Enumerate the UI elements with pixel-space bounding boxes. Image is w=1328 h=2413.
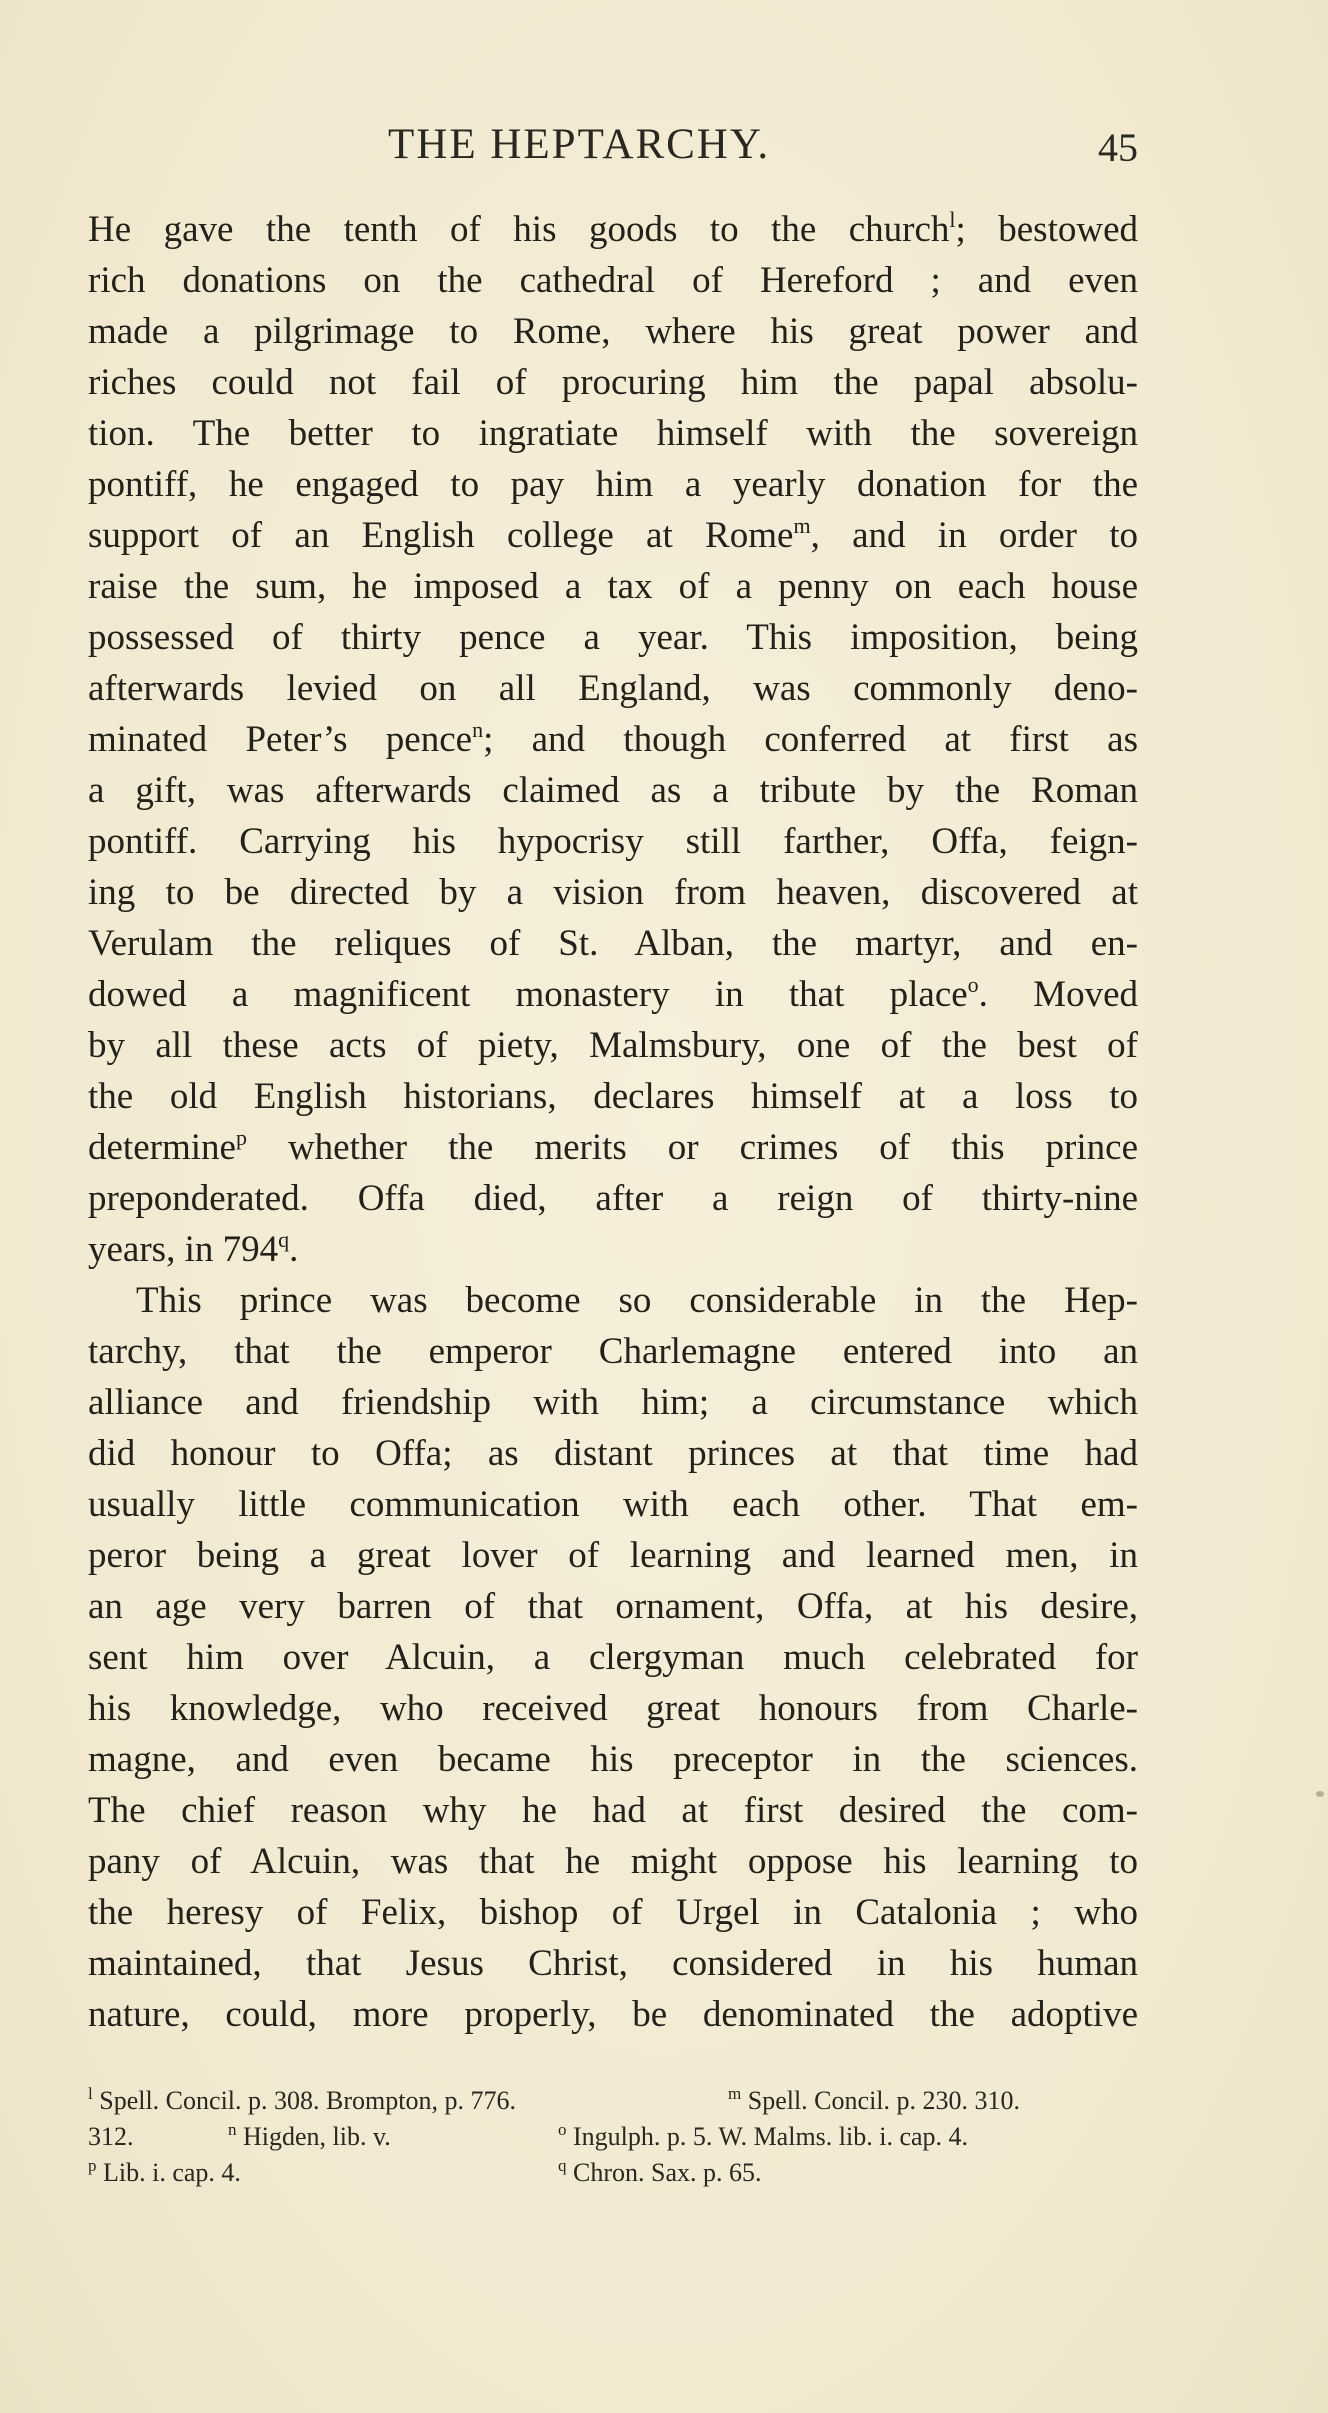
text-line: sent him over Alcuin, a clergyman much celebrated for (88, 1637, 1138, 1678)
footnote-n: $^n$ Higden, lib. v. (228, 2120, 391, 2151)
page-header (88, 120, 1138, 180)
text-line: tion. The better to ingratiate himself with the sovereign (88, 413, 1138, 454)
footnote-o: $^o$ Ingulph. p. 5. W. Malms. lib. i. cap. 4. (558, 2120, 969, 2151)
text-line: tarchy, that the emperor Charlemagne entered into an (88, 1331, 1138, 1372)
text-line: preponderated. Offa died, after a reign of thirty-nine (88, 1178, 1138, 1219)
text-line: riches could not fail of procuring him the papal absolu- (88, 362, 1138, 403)
text-line: raise the sum, he imposed a tax of a penny on each house (88, 566, 1138, 607)
text-line: the old English historians, declares himself at a loss to (88, 1076, 1138, 1117)
text-line: a gift, was afterwards claimed as a tribute by the Roman (88, 770, 1138, 811)
footnote-m: $^m$ Spell. Concil. p. 230. 310. (728, 2084, 1021, 2115)
text-line: nature, could, more properly, be denominated the adoptive (88, 1994, 1138, 2035)
text-line: magne, and even became his preceptor in the sciences. (88, 1739, 1138, 1780)
text-line: support of an English college at Rome$^m$, and in order to (88, 513, 1139, 556)
text-line: ing to be directed by a vision from heaven, discovered at (88, 872, 1138, 913)
page-number: 45 (1098, 125, 1138, 170)
text-line: Verulam the reliques of St. Alban, the martyr, and en- (88, 923, 1138, 964)
text-line: peror being a great lover of learning and learned men, in (88, 1535, 1138, 1576)
text-line: pontiff, he engaged to pay him a yearly donation for the (88, 464, 1138, 505)
text-line: determine$^p$ whether the merits or crimes of this prince (88, 1125, 1138, 1168)
text-line: rich donations on the cathedral of Hereford ; and even (88, 260, 1138, 301)
text-line: his knowledge, who received great honours from Charle- (88, 1688, 1138, 1729)
text-line: pontiff. Carrying his hypocrisy still farther, Offa, feign- (88, 821, 1138, 862)
footnote-line (88, 2083, 1138, 2119)
footnote-l: $^l$ Spell. Concil. p. 308. Brompton, p. 776. (88, 2084, 516, 2115)
text-line: possessed of thirty pence a year. This imposition, being (88, 617, 1138, 658)
footnote-p: $^p$ Lib. i. cap. 4. (88, 2156, 241, 2187)
paper-speck (1316, 1791, 1324, 1797)
text-line: an age very barren of that ornament, Offa, at his desire, (88, 1586, 1138, 1627)
text-line: made a pilgrimage to Rome, where his great power and (88, 311, 1138, 352)
text-line: by all these acts of piety, Malmsbury, one of the best of (88, 1025, 1138, 1066)
text-line: years, in 794$^q$. (88, 1227, 299, 1270)
footnote-m-continued: 312. (88, 2122, 134, 2151)
footnote-q: $^q$ Chron. Sax. p. 65. (558, 2156, 762, 2187)
body-text (88, 204, 1138, 2040)
footnote-line (88, 2119, 1138, 2155)
text-line: usually little communication with each other. That em- (88, 1484, 1138, 1525)
text-line: minated Peter’s pence$^n$; and though conferred at first as (88, 717, 1138, 760)
text-line: dowed a magnificent monastery in that place$^o$. Moved (88, 972, 1138, 1015)
text-line: This prince was become so considerable in the Hep- (136, 1280, 1138, 1321)
text-line: the heresy of Felix, bishop of Urgel in Catalonia ; who (88, 1892, 1138, 1933)
running-title: THE HEPTARCHY. (388, 121, 771, 168)
text-line: did honour to Offa; as distant princes at that time had (88, 1433, 1138, 1474)
text-line: He gave the tenth of his goods to the church$^l$; bestowed (88, 207, 1139, 250)
text-line: The chief reason why he had at first desired the com- (88, 1790, 1138, 1831)
text-line: maintained, that Jesus Christ, considered in his human (88, 1943, 1138, 1984)
text-line: afterwards levied on all England, was commonly deno- (88, 668, 1138, 709)
text-line: alliance and friendship with him; a circumstance which (88, 1382, 1138, 1423)
footnote-line (88, 2155, 1138, 2191)
footnotes (88, 2083, 1138, 2191)
text-line: pany of Alcuin, was that he might oppose his learning to (88, 1841, 1138, 1882)
